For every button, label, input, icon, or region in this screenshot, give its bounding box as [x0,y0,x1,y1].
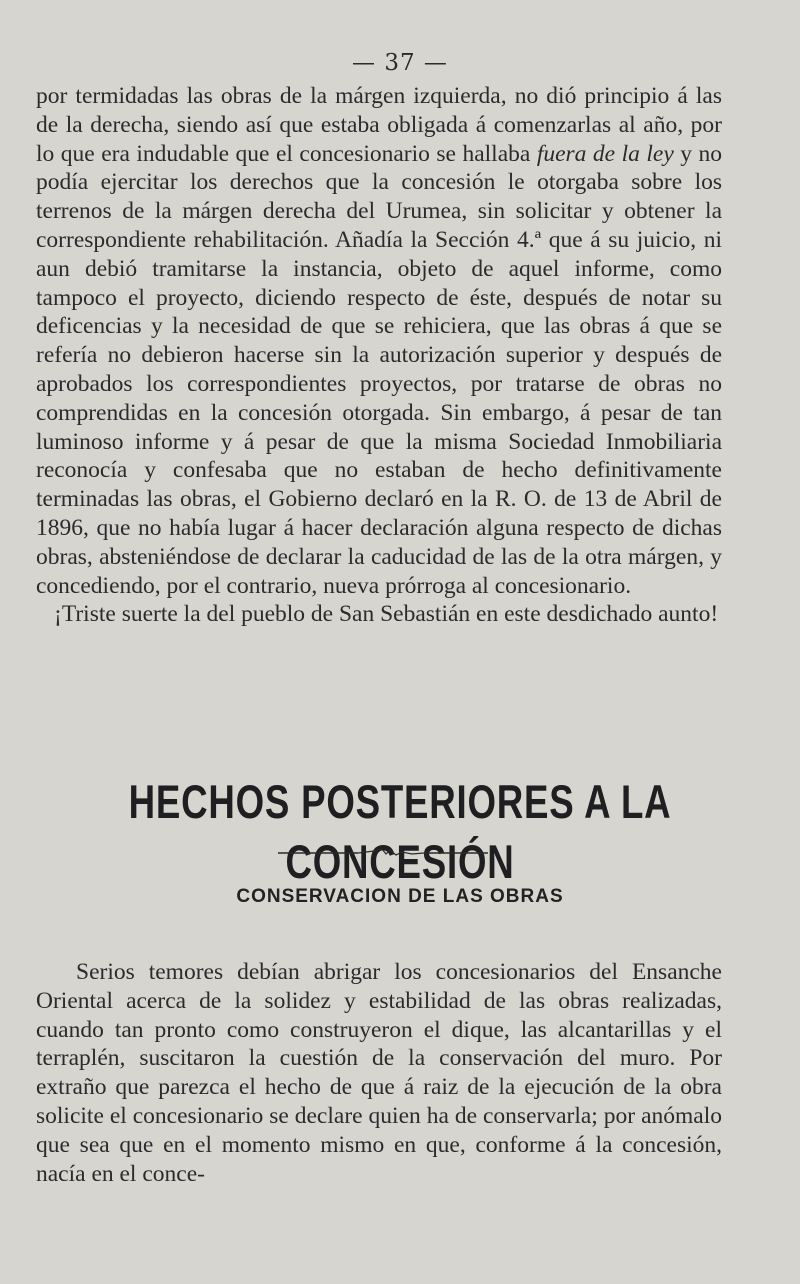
body-text-section-2 [36,958,722,1188]
exclamation-paragraph: ¡Triste suerte la del pueblo de San Sebastián en este desdichado aunto! [54,601,719,628]
page-number: — 37 — [352,50,448,76]
paragraph-text: y no podía ejercitar los derechos que la concesión le otorgaba sobre los terrenos de la márgen derecha del Urumea, sin solicitar y obtener la correspondiente rehabilitación. Añadía la Sección 4.ª que á su juicio, ni aun debió tramitarse la instancia, objeto de aquel informe, como tampoco el proyecto, diciendo respecto de éste, después de notar su deficencias y la necesidad de que se rehiciera, que las obras á que se refería no debieron hacerse sin la autorización superior y después de aprobados los correspondientes proyectos, por tratarse de obras no comprendidas en la concesión otorgada. Sin embargo, á pesar de tan luminoso informe y á pesar de que la misma Sociedad Inmobiliaria reconocía y confesaba que no estaban de hecho definitivamente terminadas las obras, el Gobierno declaró en la R. O. de 13 de Abril de 1896, que no había lugar á hacer declaración alguna respecto de dichas obras, absteniéndose de declarar la caducidad de las de la otra márgen, y concediendo, por el contrario, nueva prórroga al concesionario. [36,140,722,599]
paragraph-text: por termidadas las obras de la márgen izquierda, no dió principio á las de la derecha, siendo así que estaba obligada á comenzarlas al año, por lo que era indudable que el concesionario se hallaba [36,83,722,167]
subsection-heading: CONSERVACION DE LAS OBRAS [236,886,564,907]
body-text-section-1 [36,82,722,629]
paragraph-continuation [36,82,722,600]
divider-ornament [278,846,488,860]
italic-phrase: fuera de la ley [536,140,674,167]
section-heading: HECHOS POSTERIORES A LA CONCESIÓN [128,775,672,888]
paragraph: Serios temores debían abrigar los concesionarios del Ensanche Oriental acerca de la solidez y estabilidad de las obras realizadas, cuando tan pronto como construyeron el dique, las alcantarillas y el terraplén, suscitaron la cuestión de la conservación del muro. Por extraño que parezca el hecho de que á raiz de la ejecución de la obra solicite el concesionario se declare quien ha de conservarla; por anómalo que sea que en el momento mismo en que, conforme á la concesión, nacía en el conce- [36,959,722,1187]
